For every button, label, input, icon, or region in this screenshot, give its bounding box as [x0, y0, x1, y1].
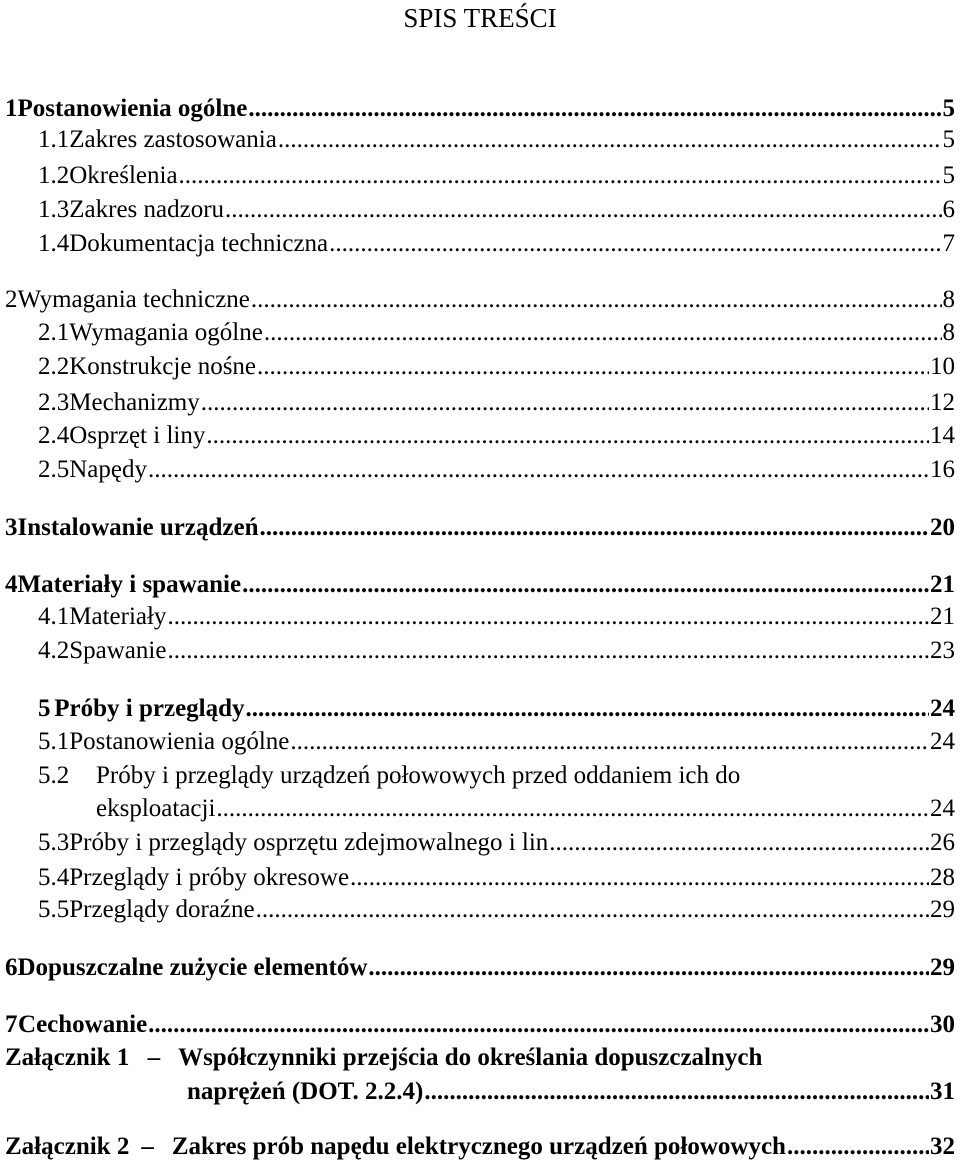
toc-page: 20 [930, 514, 955, 541]
toc-label-continuation: naprężeń (DOT. 2.2.4) [187, 1078, 424, 1105]
dot-leader [264, 318, 942, 348]
dot-leader [256, 895, 929, 925]
toc-label: Materiały [69, 603, 167, 630]
toc-label: Zakres prób napędu elektrycznego urządzeń połowowych [171, 1133, 786, 1160]
toc-item-5-5[interactable] [38, 895, 955, 925]
toc-chapter-2[interactable] [5, 285, 955, 315]
toc-label: Określenia [69, 162, 178, 189]
toc-number: 4.1 [38, 603, 70, 630]
dot-leader [251, 285, 942, 315]
dot-leader [167, 636, 929, 666]
toc-item-2-3[interactable] [38, 388, 955, 418]
toc-label: Spawanie [69, 637, 167, 664]
toc-page: 28 [930, 864, 955, 891]
toc-item-1-1[interactable] [38, 125, 955, 155]
toc-label: Cechowanie [18, 1011, 148, 1038]
dot-leader [179, 161, 942, 191]
dot-leader [248, 94, 941, 124]
dot-leader [216, 794, 929, 824]
toc-number: 5.5 [38, 896, 70, 923]
dot-leader [225, 195, 941, 225]
dot-leader [278, 125, 942, 155]
toc-item-2-1[interactable] [38, 318, 955, 348]
toc-page: 5 [942, 162, 955, 189]
toc-page: 30 [930, 1011, 955, 1038]
toc-page: 21 [930, 571, 955, 598]
toc-label: Zakres nadzoru [69, 196, 225, 223]
toc-page: 5 [942, 95, 955, 122]
toc-page: 10 [930, 353, 955, 380]
toc-page: 14 [930, 422, 955, 449]
toc-label: Przeglądy i próby okresowe [69, 864, 350, 891]
toc-chapter-4[interactable] [5, 570, 955, 600]
toc-page: 24 [930, 728, 955, 755]
dot-leader [329, 229, 941, 259]
toc-item-5-3[interactable] [38, 828, 955, 858]
dot-leader [549, 828, 929, 858]
toc-label: Wymagania techniczne [17, 286, 250, 313]
toc-label: Współczynniki przejścia do określania dopuszczalnych [178, 1044, 763, 1071]
toc-page: 5 [942, 126, 955, 153]
dot-leader [257, 352, 929, 382]
toc-item-2-4[interactable] [38, 421, 955, 451]
toc-number: 1.1 [38, 126, 70, 153]
toc-number: 2 [5, 286, 18, 313]
toc-item-4-2[interactable] [38, 636, 955, 666]
toc-item-2-5[interactable] [38, 455, 955, 485]
toc-label: Przeglądy doraźne [69, 896, 255, 923]
toc-number: 4 [5, 571, 18, 598]
toc-item-5-2[interactable] [38, 761, 955, 791]
toc-number: 7 [5, 1011, 18, 1038]
toc-number: 5.4 [38, 864, 70, 891]
toc-page: 21 [930, 603, 955, 630]
toc-number: 2.2 [38, 353, 70, 380]
dot-leader [148, 455, 929, 485]
toc-item-5-4[interactable] [38, 863, 955, 893]
dot-leader [242, 570, 929, 600]
toc-label: Dopuszczalne zużycie elementów [17, 954, 368, 981]
dot-leader [368, 953, 929, 983]
annex-number: Załącznik 2 [5, 1133, 130, 1160]
toc-page: 31 [930, 1078, 955, 1105]
toc-label: Konstrukcje nośne [69, 353, 257, 380]
toc-label: Postanowienia ogólne [17, 95, 248, 122]
toc-label: Materiały i spawanie [17, 571, 242, 598]
toc-label: Wymagania ogólne [69, 319, 263, 346]
toc-label: Próby i przeglądy urządzeń połowowych przed oddaniem ich do [96, 762, 741, 789]
toc-page: 29 [930, 954, 955, 981]
dot-leader [350, 863, 929, 893]
toc-item-1-2[interactable] [38, 161, 955, 191]
toc-item-4-1[interactable] [38, 602, 955, 632]
toc-page: 6 [942, 196, 955, 223]
annex-dash: – [141, 1133, 154, 1160]
toc-number: 5.2 [38, 762, 70, 789]
annex-dash: – [147, 1044, 161, 1071]
toc-page: 24 [930, 695, 955, 722]
toc-item-5-2-cont[interactable] [96, 794, 955, 824]
toc-label: Mechanizmy [69, 389, 200, 416]
toc-label: Zakres zastosowania [69, 126, 277, 153]
toc-page: 29 [930, 896, 955, 923]
dot-leader [201, 388, 929, 418]
toc-number: 6 [5, 954, 18, 981]
toc-item-1-3[interactable] [38, 195, 955, 225]
toc-number: 3 [5, 514, 18, 541]
toc-number: 5.3 [38, 829, 70, 856]
toc-number: 1.3 [38, 196, 70, 223]
toc-page: 12 [930, 389, 955, 416]
toc-page: 8 [942, 319, 955, 346]
toc-item-1-4[interactable] [38, 229, 955, 259]
dot-leader [148, 1010, 929, 1040]
toc-chapter-3[interactable] [5, 513, 955, 543]
toc-page: 26 [930, 829, 955, 856]
toc-number: 5.1 [38, 728, 70, 755]
dot-leader [259, 513, 929, 543]
toc-annex-2[interactable] [5, 1132, 955, 1162]
toc-number: 1 [5, 95, 18, 122]
toc-chapter-6[interactable] [5, 953, 955, 983]
toc-label-continuation: eksploatacji [96, 795, 216, 822]
dot-leader [246, 694, 929, 724]
toc-annex-1[interactable] [5, 1043, 955, 1073]
dot-leader [424, 1077, 929, 1107]
toc-number: 1.2 [38, 162, 70, 189]
toc-item-2-2[interactable] [38, 352, 955, 382]
toc-chapter-7[interactable] [5, 1010, 955, 1040]
toc-page: 7 [942, 230, 955, 257]
toc-label: Dokumentacja techniczna [69, 230, 329, 257]
toc-label: Postanowienia ogólne [69, 728, 290, 755]
toc-label: Próby i przeglądy [54, 695, 245, 722]
toc-annex-1-cont[interactable] [187, 1077, 955, 1107]
page-title: SPIS TREŚCI [403, 3, 557, 33]
annex-number: Załącznik 1 [5, 1044, 130, 1071]
toc-page: 8 [942, 286, 955, 313]
toc-label: Próby i przeglądy osprzętu zdejmowalnego i lin [69, 829, 549, 856]
toc-page: 23 [930, 637, 955, 664]
toc-chapter-1[interactable] [5, 94, 955, 124]
toc-number: 4.2 [38, 637, 70, 664]
dot-leader [206, 421, 929, 451]
toc-chapter-5[interactable] [38, 694, 955, 724]
toc-item-5-1[interactable] [38, 727, 955, 757]
toc-number: 2.1 [38, 319, 70, 346]
toc-page: 16 [930, 456, 955, 483]
toc-label: Instalowanie urządzeń [17, 514, 259, 541]
toc-page: 32 [930, 1133, 955, 1160]
toc-number: 1.4 [38, 230, 70, 257]
toc-page: 24 [930, 795, 955, 822]
toc-number: 2.5 [38, 456, 70, 483]
toc-label: Osprzęt i liny [69, 422, 206, 449]
toc-label: Napędy [69, 456, 147, 483]
toc-number: 5 [38, 695, 51, 722]
dot-leader [290, 727, 929, 757]
toc-number: 2.4 [38, 422, 70, 449]
dot-leader [167, 602, 929, 632]
dot-leader [787, 1132, 929, 1162]
toc-number: 2.3 [38, 389, 70, 416]
